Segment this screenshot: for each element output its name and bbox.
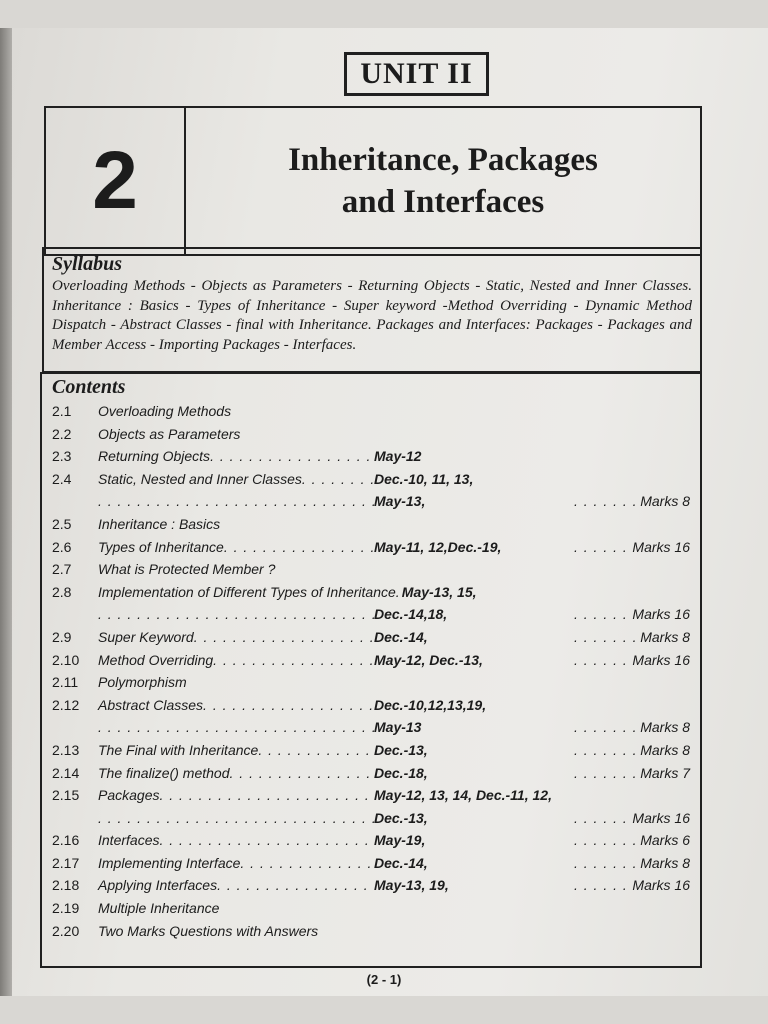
syllabus-heading: Syllabus <box>52 253 123 275</box>
marks-cell <box>574 810 690 826</box>
section-title: Method Overriding <box>98 651 214 668</box>
contents-row <box>52 697 690 720</box>
marks-value: Marks 8 <box>640 741 690 758</box>
section-title: Super Keyword <box>98 628 194 645</box>
section-title: Overloading Methods <box>98 403 232 419</box>
section-number: 2.2 <box>52 425 72 442</box>
leader-dots <box>258 742 374 758</box>
section-number: 2.17 <box>52 854 80 871</box>
section-number: 2.9 <box>52 628 72 645</box>
syllabus-text: Overloading Methods - Objects as Parameters - Returning Objects - Static, Nested and Inner Classes. Inheritance : Basics - Types of Inheritance - Super keyword -Method Overriding - Dynamic Method Dispatch - Abstract Classes - final with Inheritance. Packages and Interfaces: Packages - Packages and Member Access - Importing Packages - Interfaces. <box>52 278 692 353</box>
marks-cell <box>574 629 690 645</box>
leader-dots <box>302 471 374 487</box>
marks-cell <box>574 877 690 893</box>
exam-years: Dec.-13, <box>374 741 428 758</box>
contents-row <box>52 539 690 562</box>
marks-value: Marks 8 <box>640 719 690 736</box>
leader-dots <box>574 832 640 848</box>
contents-row <box>52 584 690 607</box>
section-number: 2.13 <box>52 741 80 758</box>
section-number: 2.10 <box>52 651 80 668</box>
leader-dots <box>210 448 374 464</box>
section-title: The finalize() method <box>98 764 230 781</box>
exam-years: May-12, Dec.-13, <box>374 651 483 668</box>
marks-value: Marks 16 <box>632 809 690 826</box>
leader-dots <box>574 629 640 645</box>
section-title: Inheritance : Basics <box>98 515 221 532</box>
leader-dots <box>574 742 640 758</box>
exam-years: Dec.-10, 11, 13, <box>374 470 474 487</box>
contents-row <box>52 426 690 449</box>
leader-dots <box>574 810 632 826</box>
leader-dots <box>574 493 640 509</box>
contents-row <box>52 832 690 855</box>
contents-row <box>52 606 690 629</box>
chapter-header <box>44 106 702 256</box>
contents-row <box>52 652 690 675</box>
section-title: Objects as Parameters <box>98 425 241 442</box>
section-number: 2.15 <box>52 787 80 804</box>
page-number: (2 - 1) <box>366 972 402 987</box>
marks-value: Marks 8 <box>640 628 690 645</box>
section-title: Applying Interfaces <box>98 877 218 894</box>
section-number: 2.14 <box>52 764 80 781</box>
leader-dots <box>159 832 374 848</box>
section-number: 2.20 <box>52 922 80 939</box>
section-title: What is Protected Member ? <box>98 561 276 578</box>
exam-years: May-19, <box>374 832 426 849</box>
section-title: Interfaces <box>98 832 160 849</box>
section-number: 2.4 <box>52 470 72 487</box>
section-title: Two Marks Questions with Answers <box>98 922 319 939</box>
leader-dots <box>224 539 374 555</box>
leader-dots <box>98 810 374 826</box>
exam-years: Dec.-14, <box>374 854 428 871</box>
exam-years: Dec.-14, <box>374 628 428 645</box>
contents-heading: Contents <box>52 376 126 398</box>
leader-dots <box>574 765 640 781</box>
exam-years: May-12 <box>374 448 422 465</box>
contents-row <box>52 719 690 742</box>
contents-row <box>52 561 690 584</box>
contents-row <box>52 448 690 471</box>
leader-dots <box>574 877 632 893</box>
chapter-title <box>186 108 700 254</box>
contents-row <box>52 674 690 697</box>
leader-dots <box>159 787 374 803</box>
leader-dots <box>574 606 632 622</box>
leader-dots <box>574 855 640 871</box>
exam-years: May-11, 12,Dec.-19, <box>374 538 502 555</box>
section-number: 2.7 <box>52 561 72 578</box>
contents-row <box>52 855 690 878</box>
marks-value: Marks 8 <box>640 854 690 871</box>
section-title: Abstract Classes <box>98 696 204 713</box>
marks-cell <box>574 765 690 781</box>
section-number: 2.16 <box>52 832 80 849</box>
marks-cell <box>574 652 690 668</box>
leader-dots <box>213 652 374 668</box>
contents-row <box>52 787 690 810</box>
section-title: Packages <box>98 787 160 804</box>
section-number: 2.12 <box>52 696 80 713</box>
unit-label: UNIT II <box>344 52 489 96</box>
exam-years: May-13 <box>374 719 422 736</box>
section-number: 2.11 <box>52 674 79 691</box>
contents-row <box>52 493 690 516</box>
leader-dots <box>194 629 374 645</box>
contents-section <box>40 372 702 968</box>
contents-row <box>52 877 690 900</box>
contents-row <box>52 516 690 539</box>
contents-row <box>52 900 690 923</box>
exam-years: May-13, 15, <box>401 583 477 600</box>
leader-dots <box>98 719 374 735</box>
syllabus-section <box>42 247 702 373</box>
exam-years: Dec.-13, <box>374 809 428 826</box>
section-title: Returning Objects <box>98 448 211 465</box>
exam-years: May-12, 13, 14, Dec.-11, 12, <box>374 787 552 804</box>
section-number: 2.1 <box>52 403 72 419</box>
chapter-title-line-2: and Interfaces <box>341 184 545 220</box>
leader-dots <box>574 719 640 735</box>
contents-row <box>52 403 690 426</box>
section-number: 2.3 <box>52 448 72 465</box>
marks-value: Marks 8 <box>640 493 690 510</box>
contents-list <box>52 403 690 945</box>
marks-value: Marks 16 <box>632 877 690 894</box>
section-number: 2.19 <box>52 900 80 917</box>
exam-years: May-13, 19, <box>374 877 449 894</box>
marks-cell <box>574 855 690 871</box>
marks-value: Marks 16 <box>632 606 690 623</box>
leader-dots <box>217 877 374 893</box>
section-title: Implementation of Different Types of Inheritance <box>98 583 396 600</box>
section-number: 2.6 <box>52 538 72 555</box>
marks-cell <box>574 606 690 622</box>
marks-value: Marks 7 <box>640 764 690 781</box>
section-title: Types of Inheritance <box>98 538 224 555</box>
contents-row <box>52 810 690 833</box>
contents-row <box>52 923 690 946</box>
section-title: The Final with Inheritance <box>98 741 259 758</box>
marks-cell <box>574 832 690 848</box>
exam-years: Dec.-18, <box>374 764 428 781</box>
marks-value: Marks 6 <box>640 832 690 849</box>
marks-cell <box>574 493 690 509</box>
section-number: 2.5 <box>52 515 72 532</box>
section-title: Multiple Inheritance <box>98 900 220 917</box>
marks-cell <box>574 539 690 555</box>
leader-dots <box>98 606 374 622</box>
section-title: Polymorphism <box>98 674 187 691</box>
leader-dots <box>98 493 374 509</box>
section-title: Implementing Interface <box>98 854 241 871</box>
leader-dots <box>574 539 632 555</box>
exam-years: Dec.-10,12,13,19, <box>374 696 487 713</box>
section-title: Static, Nested and Inner Classes <box>98 470 302 487</box>
leader-dots <box>574 652 632 668</box>
section-number: 2.8 <box>52 583 72 600</box>
contents-row <box>52 742 690 765</box>
exam-years: Dec.-14,18, <box>374 606 448 623</box>
chapter-title-line-1: Inheritance, Packages <box>288 142 598 178</box>
leader-dots <box>230 765 374 781</box>
exam-years: May-13, <box>374 493 426 510</box>
marks-cell <box>574 719 690 735</box>
contents-row <box>52 765 690 788</box>
marks-value: Marks 16 <box>632 651 690 668</box>
marks-value: Marks 16 <box>632 538 690 555</box>
contents-row <box>52 471 690 494</box>
contents-row <box>52 629 690 652</box>
section-number: 2.18 <box>52 877 80 894</box>
marks-cell <box>574 742 690 758</box>
leader-dots <box>203 697 374 713</box>
chapter-number: 2 <box>46 108 186 254</box>
leader-dots <box>240 855 374 871</box>
